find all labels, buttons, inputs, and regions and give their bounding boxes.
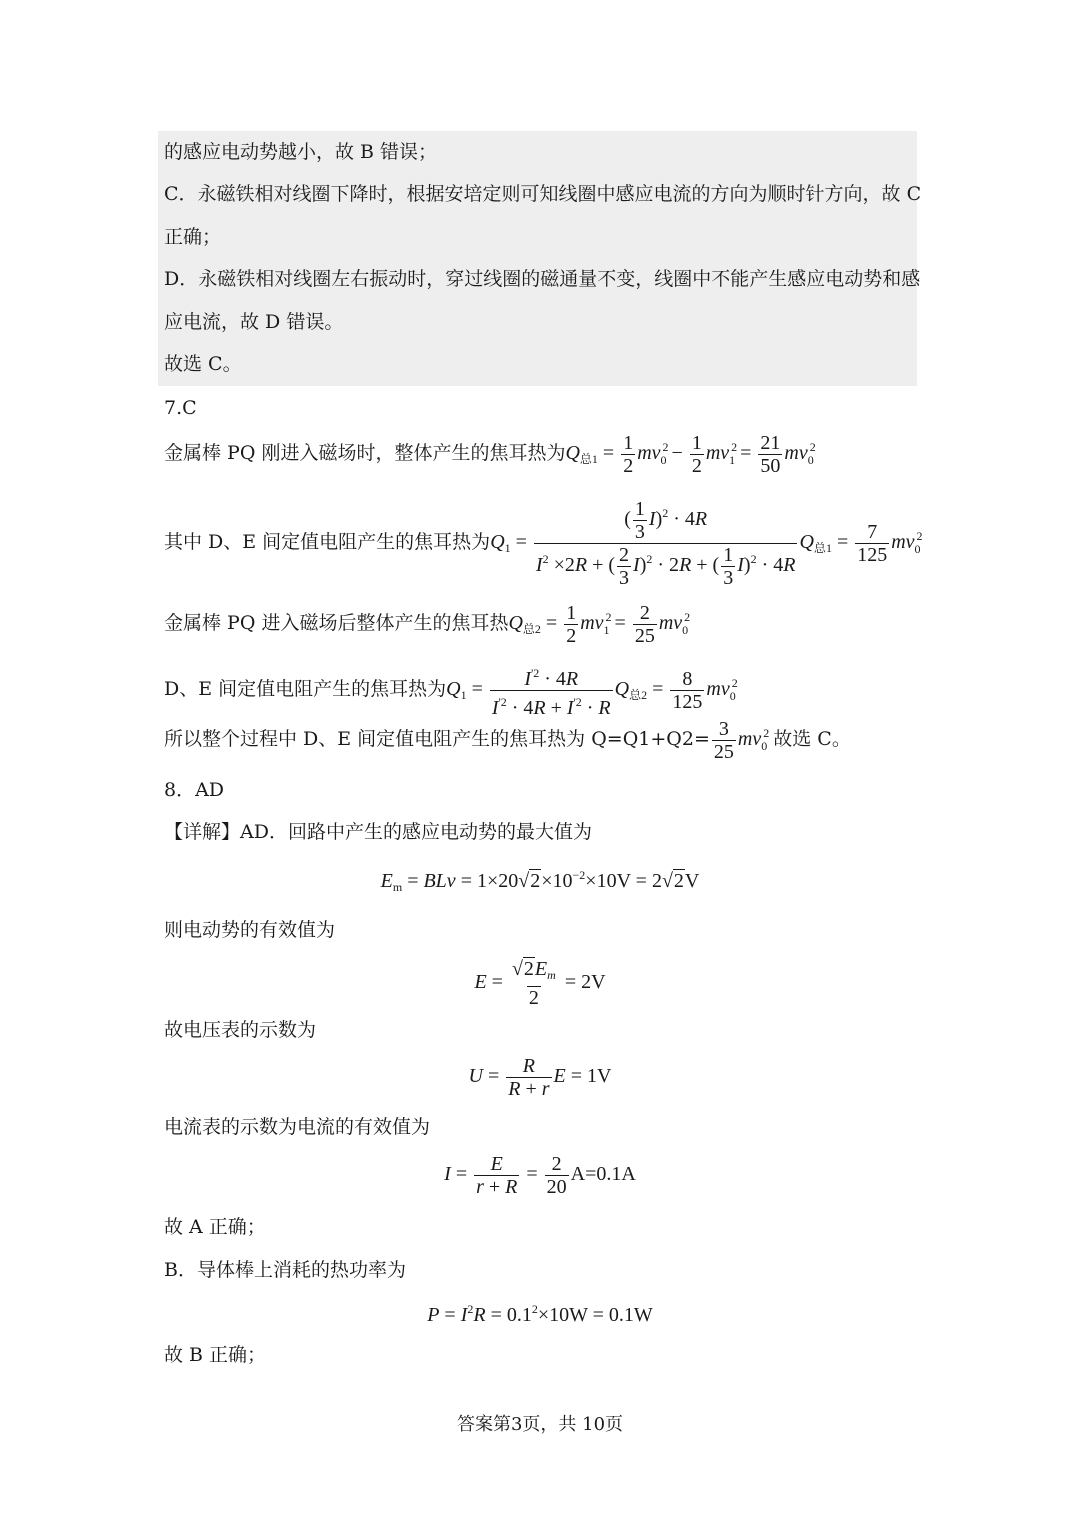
q8-formula-p: $P = I^2R = 0.1^2\times 10W = 0.1W$ bbox=[427, 1302, 653, 1326]
q7-formula-4: $Q_1$ = $\frac{I^{'2} \cdot 4R}{I^{'2} \cdot 4R + I^{'2} \cdot R}$ $Q_{总2}$ = $\frac{8}{125}$ mv 2 $_0$ bbox=[446, 666, 738, 719]
q7-step-2-text: 其中 D、E 间定值电阻产生的焦耳热为 bbox=[164, 531, 491, 554]
q8-line-voltmeter: 故电压表的示数为 bbox=[164, 1019, 317, 1041]
q7-formula-2: $Q_1$ = ( $\frac{1}{3}$ I)$^2$ · 4R $I^2 \times 2R$ + ( $\frac{2}{3}$ I)$^2$ · 2R + ( $\frac{1}{3}$ I)$^2$ · 4R $Q_{总1}$ = $\frac{7}{125}$ mv 2 $_0$ bbox=[490, 498, 923, 589]
q7-step-4-text: D、E 间定值电阻产生的焦耳热为 bbox=[164, 678, 447, 701]
prev-line-4: D．永磁铁相对线圈左右振动时，穿过线圈的磁通量不变，线圈中不能产生感应电动势和感 bbox=[164, 268, 921, 290]
q8-line-a-correct: 故 A 正确； bbox=[164, 1216, 266, 1238]
q7-formula-5: $\frac{3}{25}$ mv 2 $_0$ bbox=[713, 718, 770, 763]
q8-detail: 【详解】AD．回路中产生的感应电动势的最大值为 bbox=[164, 821, 592, 843]
q8-line-b: B．导体棒上消耗的热功率为 bbox=[164, 1259, 406, 1281]
prev-line-5: 应电流，故 D 错误。 bbox=[164, 311, 344, 333]
prev-line-1: 的感应电动势越小，故 B 错误； bbox=[164, 141, 438, 163]
q8-formula-i: I = $\frac{E}{r + R}$ = $\frac{2}{20}$ A=0.1A bbox=[444, 1153, 636, 1198]
q8-formula-e: E = $\frac{√2E_m}{2}$ = 2V bbox=[474, 958, 606, 1009]
q8-line-effective: 则电动势的有效值为 bbox=[164, 919, 336, 941]
q7-step-1 bbox=[164, 432, 814, 477]
q8-formula-u: U = $\frac{R}{R + r}$ E = 1V bbox=[468, 1055, 612, 1100]
q7-formula-3: $Q_{总2}$ = $\frac{1}{2}$ mv 2 $_1$ = $\frac{2}{25}$ mv 2 $_0$ bbox=[508, 602, 691, 647]
page-footer: 答案第3页，共 10页 bbox=[456, 1414, 624, 1435]
q7-step-1-text: 金属棒 PQ 刚进入磁场时，整体产生的焦耳热为 bbox=[164, 442, 566, 465]
q8-formula-em: $E_m$ = BLv = $1\times 20√2\times 10^{-2}\times 10V = 2√2V$ bbox=[380, 868, 700, 894]
prev-line-6: 故选 C。 bbox=[164, 353, 242, 375]
q8-heading: 8．AD bbox=[164, 779, 225, 801]
q7-step-4 bbox=[164, 662, 736, 719]
q7-step-5 bbox=[164, 718, 851, 763]
q7-step-2 bbox=[164, 498, 921, 589]
quoted-answer-block bbox=[158, 131, 917, 386]
prev-line-2: C．永磁铁相对线圈下降时，根据安培定则可知线圈中感应电流的方向为顺时针方向，故 C bbox=[164, 183, 922, 205]
q7-conclusion: 故选 C。 bbox=[773, 728, 851, 751]
q7-step-3-text: 金属棒 PQ 进入磁场后整体产生的焦耳热 bbox=[164, 612, 509, 635]
q8-line-ammeter: 电流表的示数为电流的有效值为 bbox=[164, 1116, 431, 1138]
q7-step-5-text: 所以整个过程中 D、E 间定值电阻产生的焦耳热为 Q=Q1+Q2= bbox=[164, 728, 710, 751]
q7-step-3 bbox=[164, 602, 691, 647]
prev-line-3: 正确； bbox=[164, 226, 222, 248]
q7-formula-1: $Q_{总1}$ = $\frac{1}{2}$ mv 2 $_0$ − $\frac{1}{2}$ mv 2 $_1$ = $\frac{21}{50}$ mv 2 $_0$ bbox=[565, 432, 816, 477]
q8-line-b-correct: 故 B 正确； bbox=[164, 1344, 267, 1366]
q7-heading: 7.C bbox=[164, 397, 197, 419]
